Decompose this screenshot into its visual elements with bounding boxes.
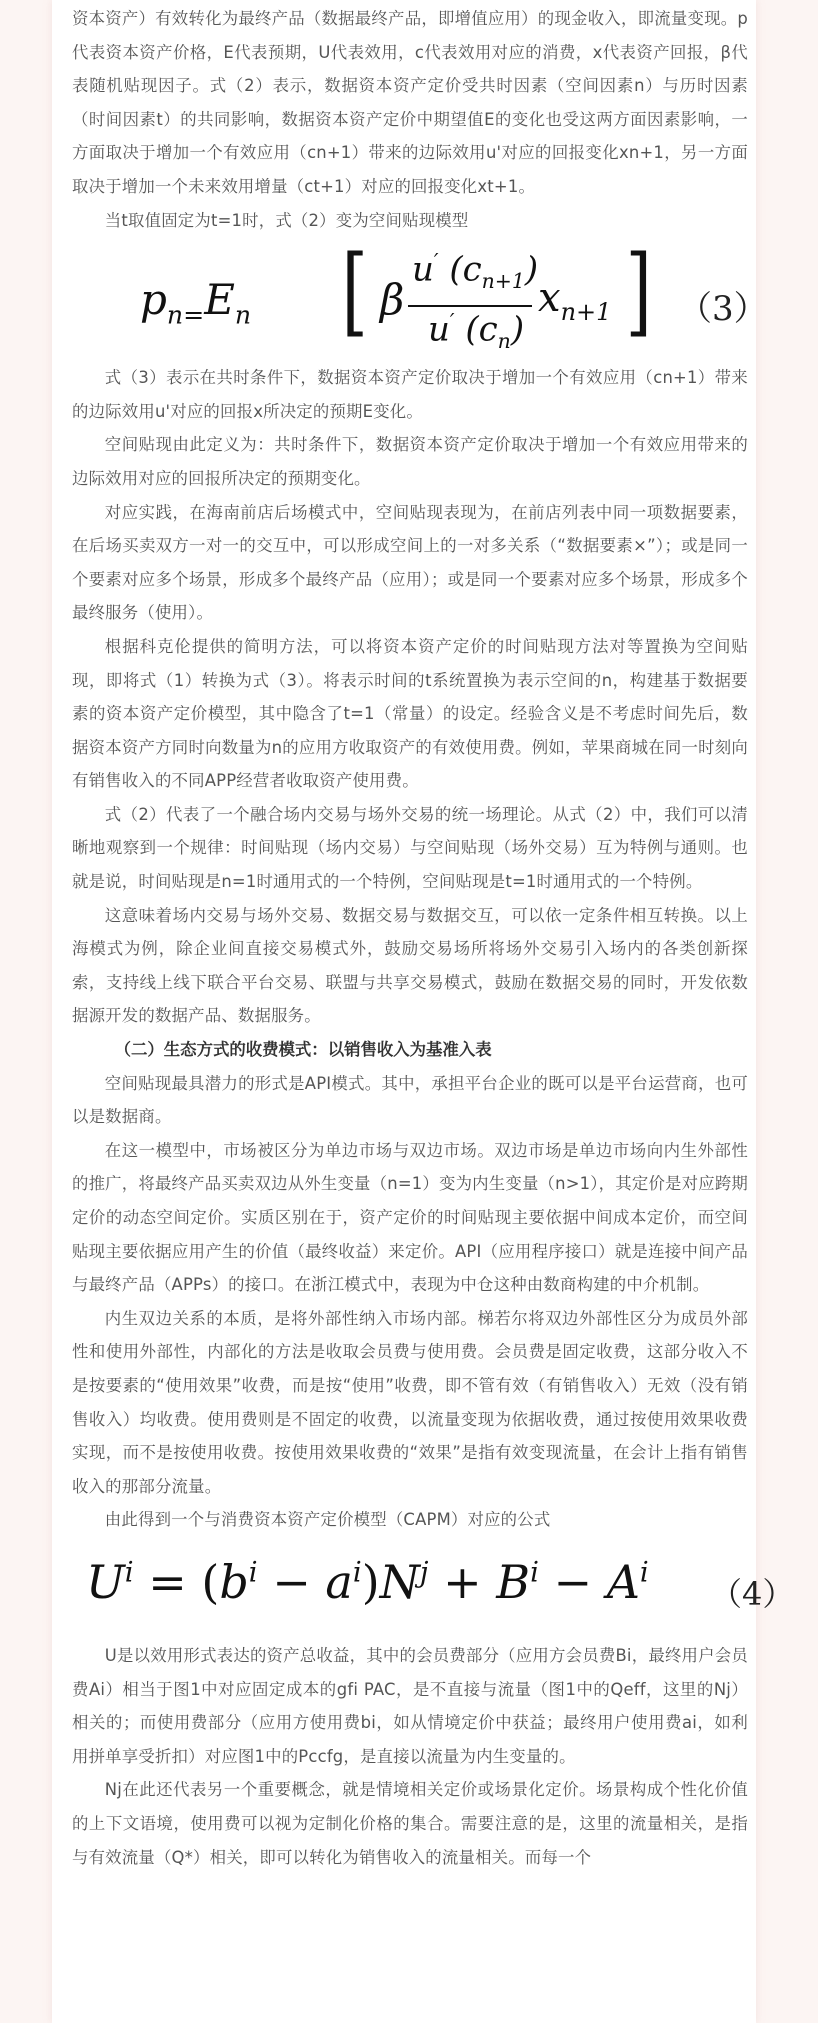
paragraph: Nj在此还代表另一个重要概念，就是情境相关定价或场景化定价。场景构成个性化价值的上下文语境，使用费可以视为定制化价格的集合。需要注意的是，这里的流量相关，是指与有效流量（Q*）相关，即可以转化为销售收入的流量相关。而每一个 <box>72 1780 748 1867</box>
paragraph: 根据科克伦提供的简明方法，可以将资本资产定价的时间贴现方法对等置换为空间贴现，即将式（1）转换为式（3）。将表示时间的t系统置换为表示空间的n，构建基于数据要素的资本资产定价模型，其中隐含了t=1（常量）的设定。经验含义是不考虑时间先后，数据资本资产方同时向数量为n的应用方收取资产的有效使用费。例如，苹果商城在同一时刻向有销售收入的不同APP经营者收取资产使用费。 <box>72 636 748 791</box>
paragraph: 这意味着场内交易与场外交易、数据交易与数据交互，可以依一定条件相互转换。以上海模式为例，除企业间直接交易模式外，鼓励交易场所将场外交易引入场内的各类创新探索，支持线上线下联合平台交易、联盟与共享交易模式，鼓励在数据交易的同时，开发依数据源开发的数据产品、数据服务。 <box>72 905 748 1026</box>
formula-3-left-bracket: [ <box>341 235 368 348</box>
paragraph: 资本资产）有效转化为最终产品（数据最终产品，即增值应用）的现金收入，即流量变现。p代表资本资产价格，E代表预期，U代表效用，c代表效用对应的消费，x代表资产回报，β代表随机贴现因子。式（2）表示，数据资本资产定价受共时因素（空间因素n）与历时因素（时间因素t）的共同影响，数据资本资产定价中期望值E的变化也受这两方面因素影响，一方面取决于增加一个有效应用（cn+1）带来的边际效用u'对应的回报变化xn+1，另一方面取决于增加一个未来效用增量（ct+1）对应的回报变化xt+1。 <box>72 9 748 196</box>
formula-3-denominator: u′ $(c_n)$ <box>428 309 525 354</box>
paragraph: 由此得到一个与消费资本资产定价模型（CAPM）对应的公式 <box>104 1510 551 1530</box>
paragraph: U是以效用形式表达的资产总收益，其中的会员费部分（应用方会员费Bi，最终用户会员费Ai）相当于图1中对应固定成本的gfi PAC，是不直接与流量（图1中的Qeff，这里的Nj）相关的；而使用费部分（应用方使用费bi，如从情境定价中获益；最终用户使用费ai，如利用拼单享受折扣）对应图1中的Pccfg，是直接以流量为内生变量的。 <box>72 1645 748 1766</box>
formula-4-expression: $U^i = (b^i - a^i)N^j + B^i - A^i$ <box>86 1554 649 1609</box>
paragraph: 对应实践，在海南前店后场模式中，空间贴现表现为，在前店列表中同一项数据要素，在后场买卖双方一对一的交互中，可以形成空间上的一对多关系（“数据要素×”）；或是同一个要素对应多个场景，形成多个最终产品（应用）；或是同一个要素对应多个场景，形成多个最终服务（使用）。 <box>72 502 748 623</box>
formula-3-numerator: u′ $(c_{n+1})$ <box>412 249 539 294</box>
paragraph: 式（3）表示在共时条件下，数据资本资产定价取决于增加一个有效应用（cn+1）带来的边际效用u'对应的回报x所决定的预期E变化。 <box>72 368 748 421</box>
paragraph: 空间贴现由此定义为：共时条件下，数据资本资产定价取决于增加一个有效应用带来的边际效用对应的回报所决定的预期变化。 <box>72 435 748 488</box>
formula-3 <box>72 235 768 359</box>
paragraph: 在这一模型中，市场被区分为单边市场与双边市场。双边市场是单边市场向内生外部性的推广，将最终产品买卖双边从外生变量（n=1）变为内生变量（n>1），其定价是对应跨期定价的动态空间定价。实质区别在于，资产定价的时间贴现主要依据中间成本定价，而空间贴现主要依据应用产生的价值（最终收益）来定价。API（应用程序接口）就是连接中间产品与最终产品（APPs）的接口。在浙江模式中，表现为中仓这种由数商构建的中介机制。 <box>72 1140 748 1295</box>
formula-3-right-bracket: ] <box>625 235 652 348</box>
section-subheading: （二）生态方式的收费模式：以销售收入为基准入表 <box>114 1040 492 1060</box>
formula-3-fraction-line <box>408 305 532 307</box>
article-body <box>72 0 795 1874</box>
paragraph: 式（2）代表了一个融合场内交易与场外交易的统一场理论。从式（2）中，我们可以清晰地观察到一个规律：时间贴现（场内交易）与空间贴现（场外交易）互为特例与通则。也就是说，时间贴现是n=1时通用式的一个特例，空间贴现是t=1时通用式的一个特例。 <box>72 804 748 892</box>
formula-4-number: （4） <box>710 1574 795 1613</box>
paragraph: 空间贴现最具潜力的形式是API模式。其中，承担平台企业的既可以是平台运营商，也可以是数据商。 <box>72 1073 748 1127</box>
formula-3-beta: β <box>380 275 405 325</box>
paragraph: 内生双边关系的本质，是将外部性纳入市场内部。梯若尔将双边外部性区分为成员外部性和使用外部性，内部化的方法是收取会员费与使用费。会员费是固定收费，这部分收入不是按要素的“使用效果”收费，而是按“使用”收费，即不管有效（有销售收入）无效（没有销售收入）均收费。使用费则是不固定的收费，以流量变现为依据收费，通过按使用效果收费实现，而不是按使用收费。按使用效果收费的“效果”是指有效变现流量，在会计上指有销售收入的那部分流量。 <box>72 1308 748 1496</box>
formula-3-number: （3） <box>678 289 768 330</box>
paragraph: 当t取值固定为t=1时，式（2）变为空间贴现模型 <box>104 210 469 230</box>
formula-3-lhs: $p_{n=}E_n$ <box>140 275 252 330</box>
formula-3-x-term: $x_{n+1}$ <box>538 275 612 327</box>
formula-4 <box>72 1541 795 1637</box>
